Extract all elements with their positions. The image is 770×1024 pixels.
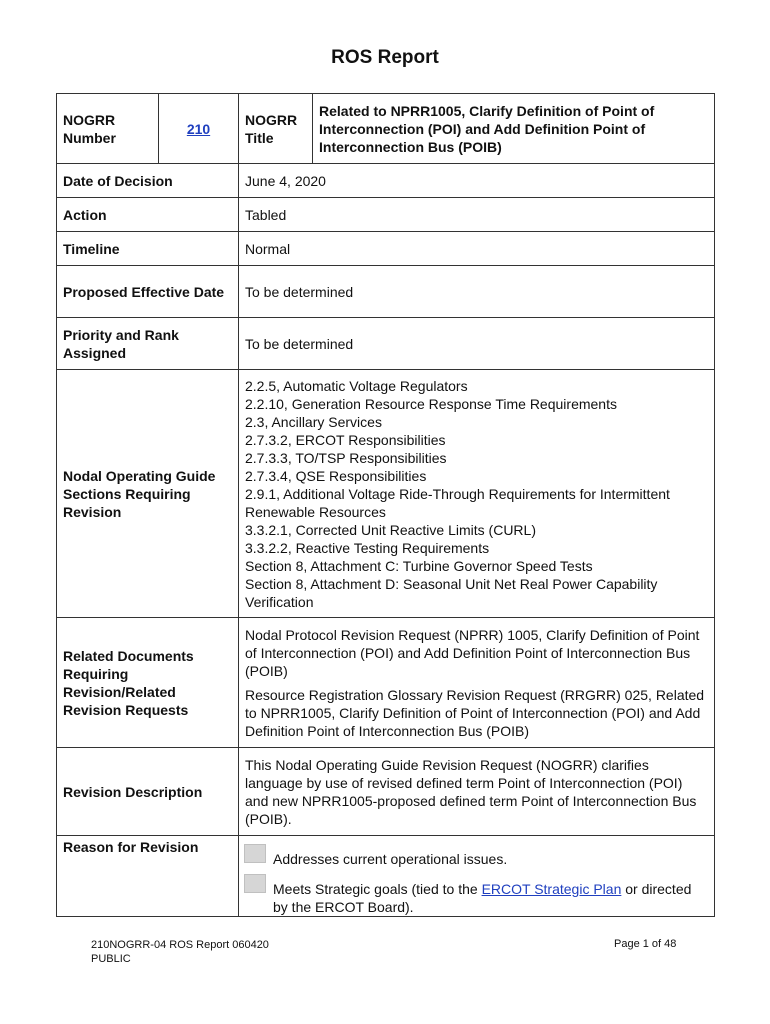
section-item: 2.3, Ancillary Services [245,413,382,430]
reason-option-2-text-after: or directed by the ERCOT Board). [273,881,692,915]
footer-page-number: Page 1 of 48 [614,938,677,950]
priority-value: To be determined [239,318,715,370]
reason-option-2-text-before: Meets Strategic goals (tied to the [273,881,482,897]
section-item: Section 8, Attachment C: Turbine Governor Speed Tests [245,557,593,574]
header-row [57,94,715,164]
ros-report-table [56,93,715,917]
nogrr-number-label: NOGRR Number [57,94,159,164]
report-title: ROS Report [331,47,439,68]
effective-date-value: To be determined [239,266,715,318]
revision-description-label: Revision Description [57,748,239,836]
reason-option-1 [245,850,708,868]
date-of-decision-label: Date of Decision [57,164,239,198]
section-item: 2.2.5, Automatic Voltage Regulators [245,377,468,394]
sections-list [239,370,715,618]
related-documents-cell [239,618,715,748]
date-row [57,164,715,198]
footer-classification: PUBLIC [91,953,131,965]
sections-label: Nodal Operating Guide Sections Requiring Revision [57,370,239,618]
related-document-1: Nodal Protocol Revision Request (NPRR) 1005, Clarify Definition of Point of Interconnection (POI) and Add Definition Point of Interconnection Bus (POIB) [245,626,700,679]
footer-document-info [91,938,269,966]
ercot-strategic-plan-link[interactable]: ERCOT Strategic Plan [481,881,622,897]
nogrr-title: Related to NPRR1005, Clarify Definition of Point of Interconnection (POI) and Add Definition Point of Interconnection Bus (POIB) [313,94,715,164]
section-item: 3.3.2.2, Reactive Testing Requirements [245,539,490,556]
nogrr-title-label: NOGRR Title [239,94,313,164]
section-item: 2.7.3.3, TO/TSP Responsibilities [245,449,447,466]
effective-date-row [57,266,715,318]
priority-label: Priority and Rank Assigned [57,318,239,370]
nogrr-number-link[interactable]: 210 [186,120,211,137]
action-row [57,198,715,232]
reason-option-2 [245,880,708,916]
related-documents-label: Related Documents Requiring Revision/Related Revision Requests [57,618,239,748]
section-item: 2.9.1, Additional Voltage Ride-Through Requirements for Intermittent Renewable Resources [245,485,670,520]
section-item: 2.7.3.2, ERCOT Responsibilities [245,431,446,448]
section-item: 2.2.10, Generation Resource Response Time Requirements [245,395,617,412]
section-item: 3.3.2.1, Corrected Unit Reactive Limits (CURL) [245,521,536,538]
section-item: 2.7.3.4, QSE Responsibilities [245,467,427,484]
revision-description-value: This Nodal Operating Guide Revision Request (NOGRR) clarifies language by use of revised defined term Point of Interconnection (POI) and new NPRR1005-proposed defined term Point of Interconnection Bus (POIB). [239,748,715,836]
timeline-row [57,232,715,266]
checkbox-strategic-goals[interactable] [244,874,266,893]
action-value: Tabled [239,198,715,232]
sections-row [57,370,715,618]
reason-label: Reason for Revision [57,836,239,917]
timeline-label: Timeline [57,232,239,266]
date-of-decision-value: June 4, 2020 [239,164,715,198]
revision-description-row [57,748,715,836]
reason-row [57,836,715,917]
reason-options [239,836,715,917]
section-item: Section 8, Attachment D: Seasonal Unit Net Real Power Capability Verification [245,575,658,610]
action-label: Action [57,198,239,232]
priority-row [57,318,715,370]
timeline-value: Normal [239,232,715,266]
related-documents-row [57,618,715,748]
related-document-2: Resource Registration Glossary Revision Request (RRGRR) 025, Related to NPRR1005, Clarify Definition of Point of Interconnection (POI) and Add Definition Point of Interconnection Bus (POIB) [245,686,705,739]
footer-doc-id: 210NOGRR-04 ROS Report 060420 [91,939,269,951]
reason-option-1-label: Addresses current operational issues. [273,851,508,867]
checkbox-operational-issues[interactable] [244,844,266,863]
effective-date-label: Proposed Effective Date [57,266,239,318]
